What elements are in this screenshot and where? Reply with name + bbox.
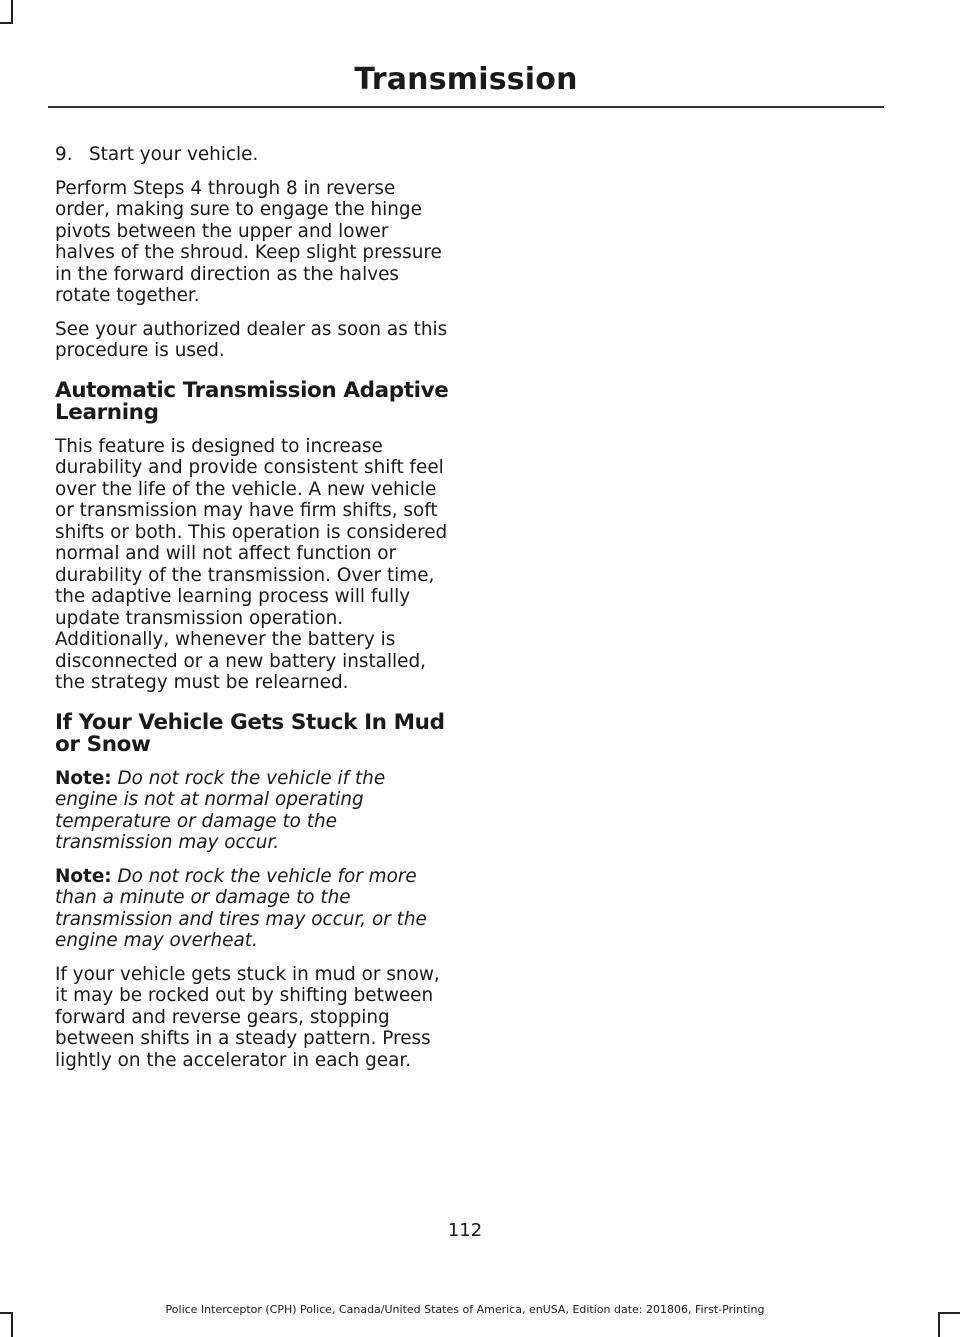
header-divider [48,106,884,108]
page-title: Transmission [354,62,578,97]
footer-edition-info: Police Interceptor (CPH) Police, Canada/United States of America, enUSA, Edition date: 201806, First-Printing [165,1303,765,1316]
main-column [55,144,451,1083]
paragraph-reverse-order: Perform Steps 4 through 8 in reverse order, making sure to engage the hinge pivots between the upper and lower halves of the shroud. Keep slight pressure in the forward direction as the halves rotate together. [55,177,442,306]
paragraph-dealer: See your authorized dealer as soon as this procedure is used. [55,318,448,361]
note-text: Do not rock the vehicle if the engine is not at normal operating temperature or damage to the transmission may occur. [55,767,386,853]
crop-mark-bottom-right [938,1312,940,1337]
heading-adaptive-learning: Automatic Transmission Adaptive Learning [55,377,449,425]
heading-stuck-in-mud: If Your Vehicle Gets Stuck In Mud or Snow [55,709,445,757]
note-rocking-duration [55,866,451,952]
note-label: Note: [55,767,112,789]
step-text: Start your vehicle. [89,144,259,165]
crop-mark-top-left-h [0,22,13,24]
note-label: Note: [55,865,112,887]
note-text: Do not rock the vehicle for more than a minute or damage to the transmission and tires may occur, or the engine may overheat. [55,865,427,951]
crop-mark-bottom-right-h [938,1312,960,1314]
paragraph-adaptive-learning: This feature is designed to increase durability and provide consistent shift feel over the life of the vehicle. A new vehicle or transmission may have firm shifts, soft shifts or both. This operation is considered normal and will not affect function or durability of the transmission. Over time, the adaptive learning process will fully update transmission operation. Additionally, whenever the battery is disconnected or a new battery installed, the strategy must be relearned. [55,435,448,693]
step-9 [55,144,451,166]
step-number: 9. [55,144,73,165]
page-number: 112 [447,1220,483,1241]
crop-mark-top-left [11,0,13,24]
note-engine-temperature [55,768,451,854]
paragraph-stuck-instructions: If your vehicle gets stuck in mud or snow, it may be rocked out by shifting between forward and reverse gears, stopping between shifts in a steady pattern. Press lightly on the accelerator in each gear. [55,963,440,1071]
